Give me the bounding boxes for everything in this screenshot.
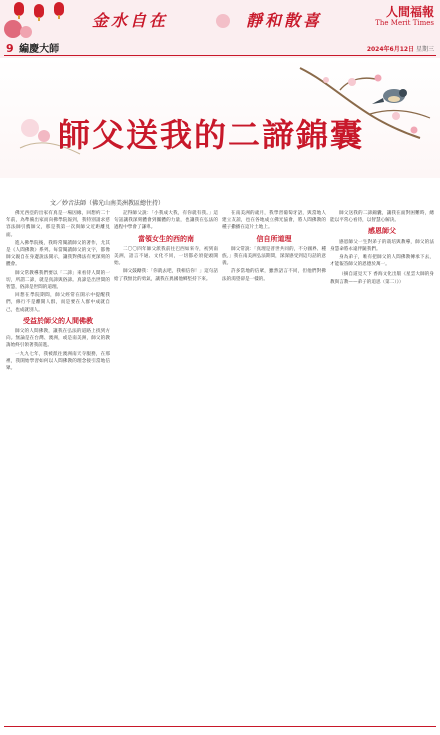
section-heading: 受益於師父的人間佛教 bbox=[23, 316, 93, 325]
lantern-icon bbox=[14, 2, 24, 16]
lantern-icon bbox=[54, 2, 64, 16]
paragraph: 佛光西亞的出家有真是一場因緣，回想約二十年前，為準備出家而向佛學院報到，我特別請求慈容法師引薦師父，那是我第一次與師父近距離見面。 bbox=[6, 211, 110, 238]
flower-icon bbox=[20, 26, 32, 38]
paragraph: 進入佛學院後，我時常閱讀師父的著作，尤其是《人間佛教》系列。每當閱讀師父的文字，都像師父親自在身邊說法開示，讓我對佛法有更深刻的體會。 bbox=[6, 240, 110, 268]
paragraph: 一九九七年，我被派往澳洲南天寺服務，在那裡，我開始學習如何以人間佛教的理念接引當地信眾。 bbox=[6, 351, 110, 372]
paragraph: 師父常說：「真理是普世共同的，不分國界、種族。」我在南美洲弘法期間，深深感受到這句話的意義。 bbox=[222, 246, 326, 267]
section-heading: 當領女生的西的南 bbox=[138, 234, 194, 243]
page-number: 9 bbox=[6, 42, 14, 55]
byline: 文／妙音法師（佛光山南美洲教區總住持） bbox=[50, 200, 165, 207]
date: 2024年6月12日 bbox=[366, 46, 415, 53]
paragraph: 師父的人間佛教，讓我在弘法的道路上找到方向。無論是在台灣、澳洲，或是南美洲，師父的教誨始終引領著我前進。 bbox=[6, 329, 110, 349]
header-rule bbox=[4, 55, 436, 56]
calligraphy-left: 金水自在 bbox=[92, 11, 169, 30]
logo-chinese: 人間福報 bbox=[385, 5, 434, 19]
calligraphy-right: 靜和散喜 bbox=[246, 11, 323, 30]
paragraph: 身為弟子，唯有把師父的人間佛教傳承下去，才能報答師父的恩德於萬一。 bbox=[330, 255, 434, 268]
newspaper-logo bbox=[375, 3, 434, 27]
section-title: 編慶大師 bbox=[19, 44, 60, 55]
paragraph: 師父常教導我們要以「二諦」來看待人間的一切，所謂二諦，就是真諦與俗諦。真諦是出世間的智慧，俗諦是世間的道理。 bbox=[6, 270, 110, 291]
paragraph: 在南美洲的歲月，我學習葡萄牙語，與當地人建立友誼，也在各地成立佛光協會，將人間佛教的種子撒播在這片土地上。 bbox=[222, 211, 326, 231]
article-title: 師父送我的二諦錦囊 bbox=[58, 116, 365, 154]
flower-icon bbox=[216, 14, 230, 28]
section-heading: 信自所道理 bbox=[256, 234, 292, 243]
paragraph: 記得師父說：「小我成大我，有你就有我。」這句話讓我深刻體會到團體的力量，也讓我在弘法的過程中學會了謙卑。 bbox=[114, 211, 218, 231]
paragraph: 感恩師父一生對弟子的栽培與教導，師父的法身慧命將永遠伴隨我們。 bbox=[330, 239, 434, 252]
paragraph: 許多當地的信眾，雖然語言不同，但他們對佛法的渴望卻是一樣的。 bbox=[222, 269, 326, 282]
article-column-4 bbox=[330, 210, 434, 710]
source-note: （摘自道見天下 香海文化出版《星雲大師的身教與言教——弟子的追思（第二）》） bbox=[330, 272, 434, 285]
paragraph: 師父鼓勵我：「你就去吧，我相信你！」這句話給了我無比的勇氣，讓我在異國他鄉堅持下來。 bbox=[114, 269, 218, 282]
flower-icon bbox=[4, 20, 22, 38]
paragraph: 二〇〇四年師父派我前往巴西如來寺，初到南美洲，語言不通、文化不同，一切都必須從頭開始。 bbox=[114, 246, 218, 267]
paragraph: 回想在學院期間，師父經常在開示中提醒我們，修行不是離開人群，而是要在人群中成就自己，也成就別人。 bbox=[6, 293, 110, 313]
lantern-icon bbox=[34, 4, 44, 18]
article-column-2 bbox=[114, 210, 218, 710]
logo-english: The Merit Times bbox=[375, 19, 434, 27]
article-column-3 bbox=[222, 210, 326, 710]
page-header bbox=[0, 0, 440, 58]
section-heading: 感恩師父 bbox=[368, 227, 396, 236]
dateline bbox=[367, 44, 434, 53]
article-column-1 bbox=[6, 210, 110, 710]
paragraph: 師父送我的二諦錦囊，讓我在面對困難時，總能以平常心看待，以智慧心解決。 bbox=[330, 211, 434, 224]
section-label bbox=[6, 40, 59, 55]
footer-rule bbox=[4, 726, 436, 727]
weekday: 星期三 bbox=[415, 46, 434, 53]
